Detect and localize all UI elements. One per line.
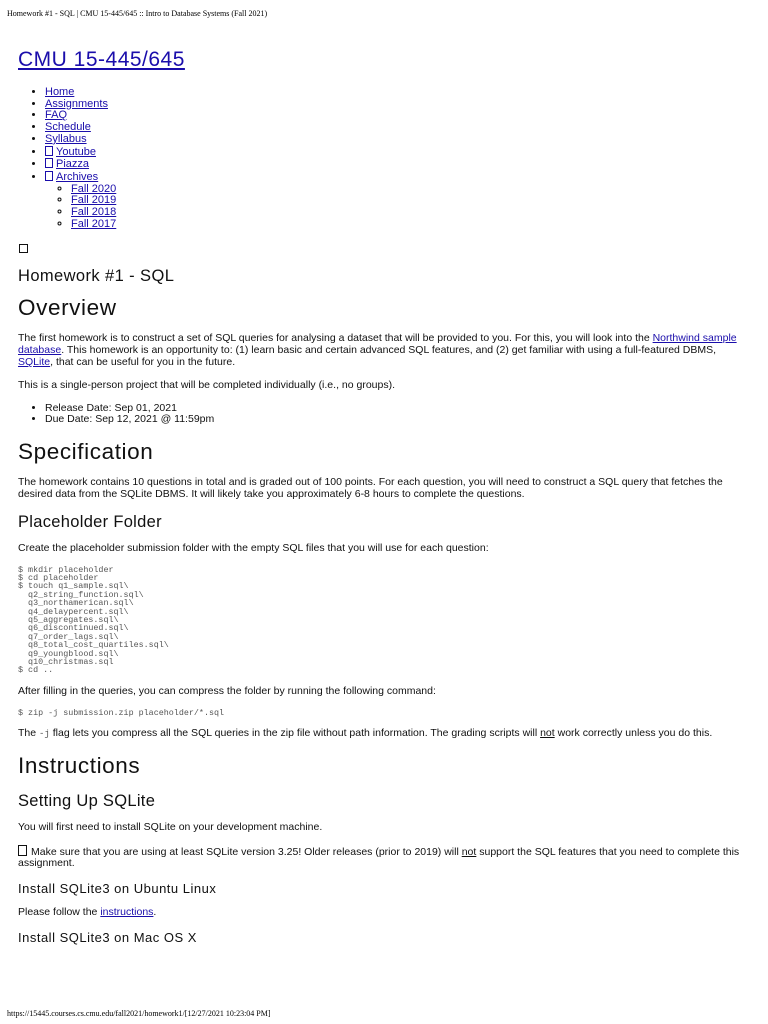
youtube-icon (45, 146, 53, 156)
warning-icon (18, 845, 27, 856)
piazza-icon (45, 158, 53, 168)
specification-paragraph: The homework contains 10 questions in total and is graded out of 100 points. For each question, you will need to construct a SQL query that fetches the desired data from the SQLite DBMS. It will likely take you approximately 6-8 hours to complete the questions. (18, 476, 723, 501)
zip-code-block: $ zip -j submission.zip placeholder/*.sql (18, 707, 225, 718)
archive-icon (45, 171, 53, 181)
main-content (18, 47, 746, 956)
site-title-link[interactable]: CMU 15-445/645 (18, 48, 185, 71)
overview-text-b: . This homework is an opportunity to: (1) learn basic and certain advanced SQL features, and (2) get familiar with using a full-featured DBMS, (61, 344, 717, 357)
flag-text-b: flag lets you compress all the SQL queries in the zip file without path information. The grading scripts will (49, 727, 541, 740)
warning-text-a: Make sure that you are using at least SQLite version 3.25! Older releases (prior to 2019) will (31, 845, 462, 858)
setup-code-block: $ mkdir placeholder $ cd placeholder $ touch q1_sample.sql\ q2_string_function.sql\ q3_northamerican.sql\ q4_delaypercent.sql\ q5_aggregates.sql\ q6_discontinued.sql\ q7_order_lags.sql\ q8_total_cost_quartiles.sql\ q9_youngblood.sql\ q10_christmas.sql $ cd .. (18, 564, 169, 676)
project-note: This is a single-person project that will be completed individually (i.e., no groups). (18, 378, 396, 391)
archive-fall-2020[interactable]: Fall 2020 (71, 182, 117, 195)
archives-submenu (45, 184, 746, 231)
nav-youtube-label: Youtube (56, 145, 96, 158)
placeholder-paragraph: Create the placeholder submission folder with the empty SQL files that you will use for each question: (18, 541, 489, 554)
nav-archives-label: Archives (56, 170, 99, 183)
instructions-heading: Instructions (18, 752, 141, 778)
ubuntu-heading: Install SQLite3 on Ubuntu Linux (18, 881, 217, 897)
flag-code: -j (39, 729, 50, 740)
setup-sqlite-heading: Setting Up SQLite (18, 791, 156, 810)
nav-youtube[interactable] (45, 146, 96, 158)
nav-schedule[interactable]: Schedule (45, 121, 91, 134)
overview-paragraph (18, 333, 746, 368)
nav-menu (18, 87, 746, 230)
ubuntu-text-b: . (153, 906, 157, 919)
northwind-link[interactable]: Northwind sample database (18, 332, 737, 357)
due-date: • Due Date: Sep 12, 2021 @ 11:59pm (45, 414, 746, 426)
version-warning (18, 845, 746, 871)
print-header: Homework #1 - SQL | CMU 15-445/645 :: Intro to Database Systems (Fall 2021) (7, 9, 268, 18)
archive-fall-2017[interactable]: Fall 2017 (71, 217, 117, 230)
dates-list (18, 403, 746, 427)
nav-faq[interactable]: FAQ (45, 109, 68, 122)
install-paragraph: You will first need to install SQLite on your development machine. (18, 820, 323, 833)
nav-toggle-icon[interactable] (19, 244, 28, 253)
overview-text-a: The first homework is to construct a set of SQL queries for analysing a dataset that will be provided to you. For this, you will look into the (18, 332, 653, 345)
sqlite-link[interactable]: SQLite (18, 356, 51, 369)
nav-piazza[interactable] (45, 158, 89, 170)
flag-text-a: The (18, 727, 40, 740)
nav-home[interactable]: Home (45, 86, 75, 98)
nav-archives[interactable] (45, 171, 98, 183)
nav-piazza-label: Piazza (56, 158, 90, 171)
nav-syllabus[interactable]: Syllabus (45, 132, 87, 145)
warning-not: not (461, 845, 477, 858)
archive-fall-2018[interactable]: Fall 2018 (71, 206, 117, 219)
overview-heading: Overview (18, 295, 117, 321)
mac-heading: Install SQLite3 on Mac OS X (18, 930, 197, 946)
nav-assignments[interactable]: Assignments (45, 97, 108, 110)
flag-paragraph (18, 728, 746, 741)
overview-text-c: , that can be useful for you in the future. (50, 356, 236, 369)
compress-paragraph: After filling in the queries, you can compress the folder by running the following command: (18, 684, 436, 697)
print-footer: https://15445.courses.cs.cmu.edu/fall2021/homework1/[12/27/2021 10:23:04 PM] (7, 1009, 271, 1018)
specification-heading: Specification (18, 439, 154, 465)
warning-text-b: support the SQL features that you need to complete this assignment. (18, 845, 740, 870)
page-title: Homework #1 - SQL (18, 267, 175, 286)
flag-text-c: work correctly unless you do this. (554, 727, 713, 740)
ubuntu-text-a: Please follow the (18, 906, 101, 919)
archive-fall-2019[interactable]: Fall 2019 (71, 194, 117, 207)
ubuntu-paragraph (18, 907, 746, 919)
release-date: • Release Date: Sep 01, 2021 (45, 403, 746, 415)
instructions-link[interactable]: instructions (100, 906, 154, 919)
flag-not: not (540, 727, 555, 740)
placeholder-heading: Placeholder Folder (18, 512, 162, 531)
